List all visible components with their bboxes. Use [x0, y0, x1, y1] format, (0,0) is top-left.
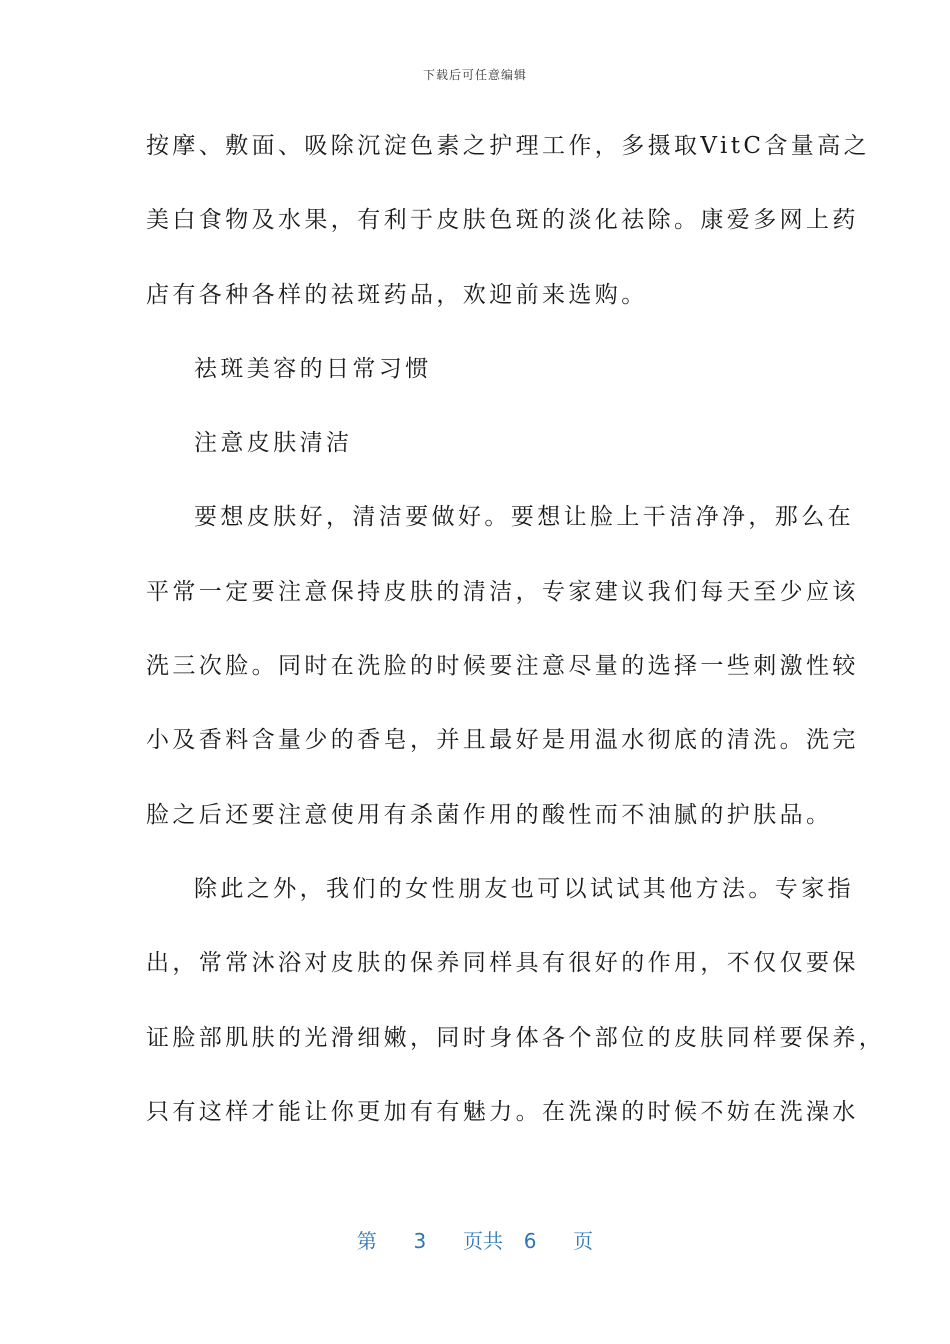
footer-label-end: 页	[573, 1229, 594, 1253]
document-body	[146, 124, 886, 1164]
body-line: 证脸部肌肤的光滑细嫩，同时身体各个部位的皮肤同样要保养，	[146, 1024, 886, 1051]
header-note: 下载后可任意编辑	[422, 68, 527, 82]
footer-current-page: 3	[413, 1229, 427, 1253]
body-line: 只有这样才能让你更加有有魅力。在洗澡的时候不妨在洗澡水	[146, 1098, 859, 1125]
page-footer	[0, 1225, 950, 1254]
body-line: 洗三次脸。同时在洗脸的时候要注意尽量的选择一些刺激性较	[146, 653, 859, 680]
body-line: 按摩、敷面、吸除沉淀色素之护理工作，多摄取VitC含量高之	[146, 133, 871, 159]
section-heading: 祛斑美容的日常习惯	[194, 355, 432, 382]
body-line: 平常一定要注意保持皮肤的清洁，专家建议我们每天至少应该	[146, 578, 859, 605]
footer-label-page: 第	[356, 1229, 377, 1253]
footer-label-total: 页共	[463, 1229, 503, 1253]
body-line: 脸之后还要注意使用有杀菌作用的酸性而不油腻的护肤品。	[146, 801, 833, 828]
body-line: 小及香料含量少的香皂，并且最好是用温水彻底的清洗。洗完	[146, 727, 859, 754]
footer-total-pages: 6	[523, 1229, 537, 1253]
body-line: 除此之外，我们的女性朋友也可以试试其他方法。专家指	[194, 875, 854, 902]
body-line: 出，常常沐浴对皮肤的保养同样具有很好的作用，不仅仅要保	[146, 950, 859, 977]
body-line: 美白食物及水果，有利于皮肤色斑的淡化祛除。康爱多网上药	[146, 207, 859, 234]
body-line: 要想皮肤好，清洁要做好。要想让脸上干洁净净，那么在	[194, 504, 854, 531]
body-line: 店有各种各样的祛斑药品，欢迎前来选购。	[146, 281, 648, 308]
subsection-heading: 注意皮肤清洁	[194, 430, 353, 457]
